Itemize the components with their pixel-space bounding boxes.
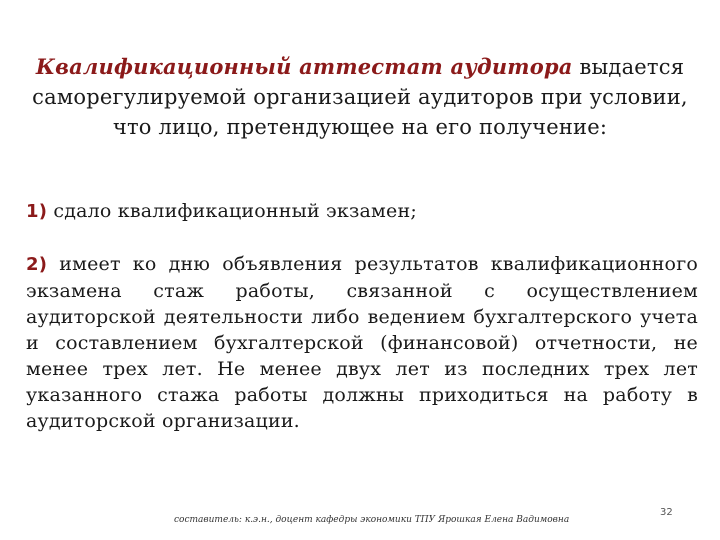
list-item-text: имеет ко дню объявления результатов квалификационного экзамена стаж работы, связанной с осуществлением аудиторской деятельности либо ведением бухгалтерского учета и составлением бухгалтерской (финансовой) отчетности, не менее трех лет. Не менее двух лет из последних трех лет указанного стажа работы должны приходиться на работу в аудиторской организации.: [26, 253, 698, 432]
list-item-number: 2): [26, 254, 48, 275]
list-item-text: сдало квалификационный экзамен;: [47, 200, 417, 222]
page-number: 32: [660, 507, 673, 518]
list-item-number: 1): [26, 201, 48, 222]
footer: [0, 507, 720, 535]
intro-title: Квалификационный аттестат аудитора: [35, 54, 573, 79]
intro-text: выдается саморегулируемой организацией аудиторов при условии, что лицо, претендующее на его получение:: [32, 55, 688, 139]
footer-credit: составитель: к.э.н., доцент кафедры экономики ТПУ Ярошкая Елена Вадимовна: [174, 515, 570, 525]
intro-paragraph: [28, 52, 692, 142]
list-item-2: [26, 251, 698, 434]
list-item-1: [26, 198, 698, 225]
